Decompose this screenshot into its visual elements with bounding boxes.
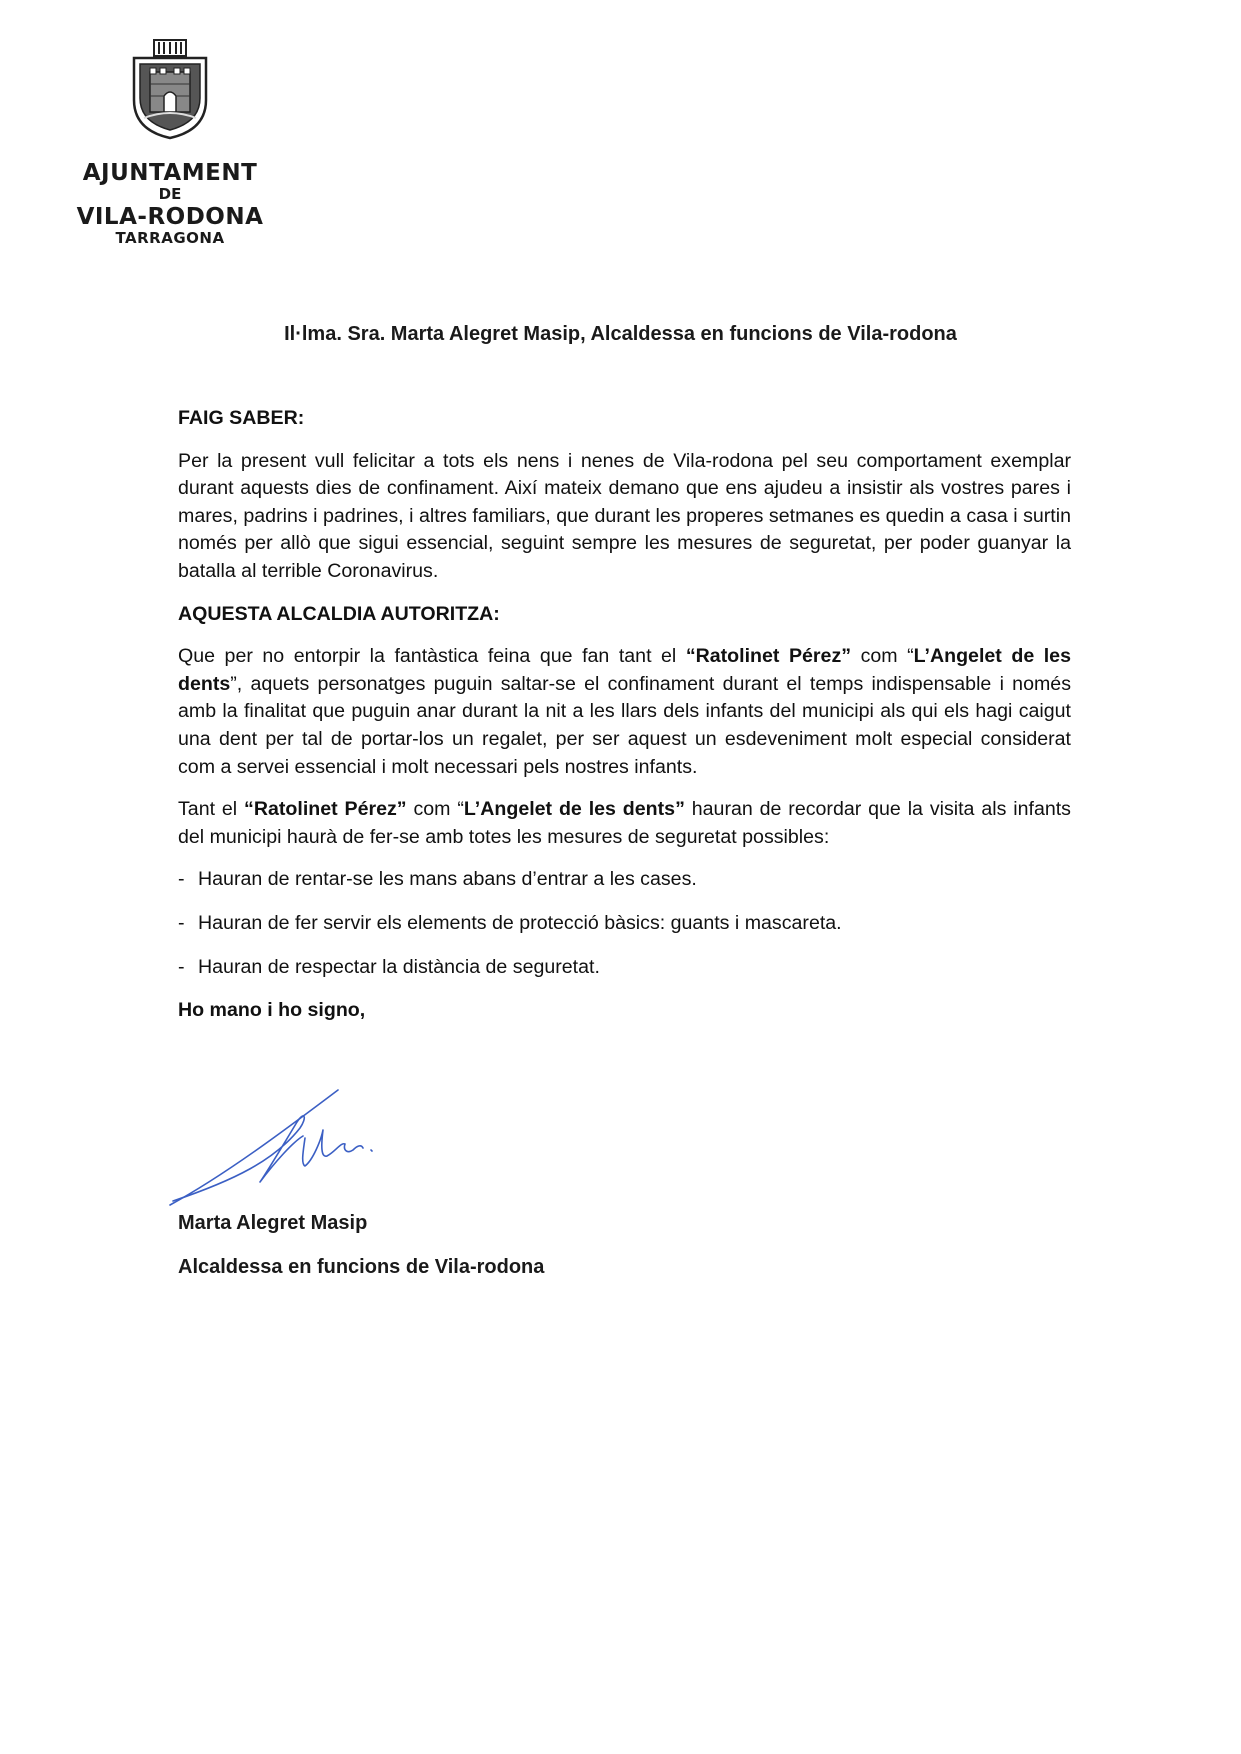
coat-of-arms-icon	[128, 38, 212, 140]
paragraph-congratulation: Per la present vull felicitar a tots els nens i nenes de Vila-rodona pel seu comportament exemplar durant aquests dies de confinament. Així mateix demano que ens ajudeu a insistir als vostres pares i mares, padrins i padrines, i altres familiars, que durant les properes setmanes es quedin a casa i surtin només per allò que sigui essencial, seguint sempre les mesures de seguretat, per poder guanyar la batalla al terrible Coronavirus.	[178, 449, 1071, 582]
list-item	[178, 954, 1071, 982]
list-item-text: Hauran de fer servir els elements de protecció bàsics: guants i mascareta.	[198, 911, 842, 934]
section-heading-faig-saber: FAIG SABER:	[178, 407, 305, 429]
text-run: hauran de recordar que la visita als infants del municipi haurà de fer-se amb totes les mesures de seguretat possibles:	[178, 798, 1071, 848]
signer-name: Marta Alegret Masip	[178, 1212, 368, 1234]
org-province: TARRAGONA	[115, 229, 225, 248]
org-name-line-1: AJUNTAMENT	[82, 160, 258, 186]
bullet-dash: -	[178, 868, 185, 891]
closing-formula: Ho mano i ho signo,	[178, 999, 366, 1022]
text-run: com “	[851, 645, 914, 668]
bullet-dash: -	[178, 955, 185, 978]
text-run: ”, aquets personatges puguin saltar-se el confinament durant el temps indispensable i només amb la finalitat que puguin anar durant la nit a les llars dels infants del municipi als qui els hagi caigut una dent per tal de portar-los un regalet, per ser aquest un esdeveniment molt especial considerat com a servei essencial i molt necessari pels nostres infants.	[178, 672, 1071, 778]
character-name-angelet: L’Angelet de les dents	[178, 645, 1071, 695]
signature-strokes	[170, 1090, 372, 1205]
org-name-line-3: VILA-RODONA	[76, 203, 264, 230]
list-item-text: Hauran de rentar-se les mans abans d’entrar a les cases.	[198, 868, 697, 891]
character-name-ratolinet: “Ratolinet Pérez”	[244, 798, 407, 821]
letterhead	[60, 38, 280, 247]
character-name-angelet: L’Angelet de les dents”	[463, 798, 685, 821]
paragraph-safety-reminder	[178, 796, 1071, 851]
issuer-title: Il·lma. Sra. Marta Alegret Masip, Alcaldessa en funcions de Vila-rodona	[284, 323, 957, 345]
safety-measures-list	[178, 866, 1071, 981]
section-heading-autoritza: AQUESTA ALCALDIA AUTORITZA:	[178, 602, 500, 625]
list-item	[178, 866, 1071, 894]
list-item	[178, 910, 1071, 938]
list-item-text: Hauran de respectar la distància de seguretat.	[198, 955, 600, 978]
text-run: com “	[406, 798, 464, 821]
handwritten-signature	[165, 1070, 405, 1210]
bullet-dash: -	[178, 911, 185, 934]
signer-role: Alcaldessa en funcions de Vila-rodona	[178, 1256, 545, 1278]
character-name-ratolinet: “Ratolinet Pérez”	[685, 645, 852, 668]
text-run: Tant el	[178, 798, 245, 821]
paragraph-authorization	[178, 643, 1071, 781]
text-run: Que per no entorpir la fantàstica feina que fan tant el	[178, 645, 686, 668]
document-body	[178, 405, 1071, 1025]
org-name-line-2: DE	[158, 185, 182, 204]
